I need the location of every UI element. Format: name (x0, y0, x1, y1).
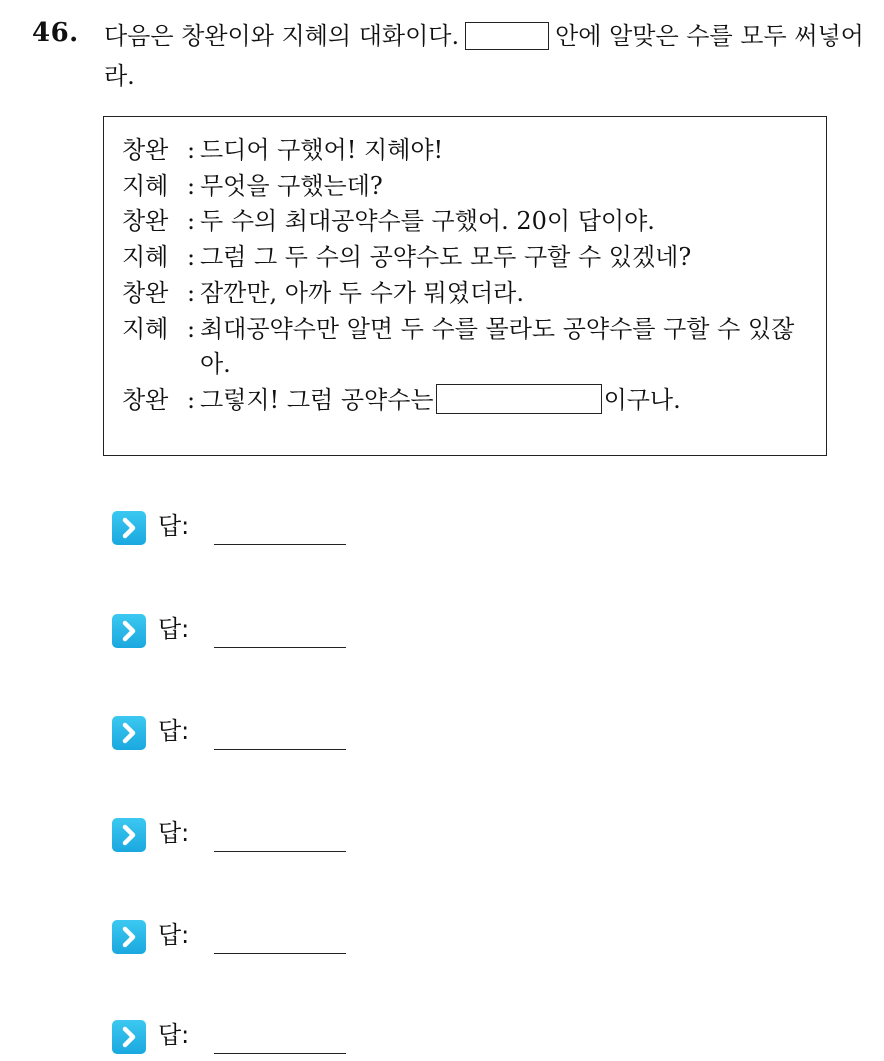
speaker: 지혜 (122, 243, 169, 272)
speech-before-box: 그렇지! 그럼 공약수는 (200, 385, 434, 414)
answer-label: 답: (158, 717, 190, 745)
colon: : (186, 207, 196, 236)
colon: : (186, 385, 196, 414)
answer-row (112, 614, 189, 654)
speech: 드디어 구했어! 지혜야! (200, 136, 444, 164)
speaker: 창완 (122, 278, 169, 307)
speaker: 창완 (122, 385, 169, 414)
speech-after-box: 이구나. (603, 385, 681, 414)
dialog-line (122, 133, 826, 169)
speech: 무엇을 구했는데? (200, 171, 383, 200)
answer-blank-line[interactable] (214, 953, 346, 954)
dialog-line (122, 240, 826, 276)
colon: : (186, 243, 196, 272)
answer-row (112, 511, 189, 551)
colon: : (186, 278, 196, 307)
dialog-box (103, 116, 827, 456)
speech: 잠깐만, 아까 두 수가 뭐였더라. (200, 278, 524, 307)
speech (200, 383, 810, 419)
answer-label: 답: (158, 615, 190, 643)
dialog-line (122, 204, 826, 240)
dialog-line (122, 312, 826, 383)
speaker: 지혜 (122, 314, 169, 343)
chevron-right-icon (112, 1020, 146, 1054)
question-answer-box-reference (465, 22, 549, 50)
speech: 최대공약수만 알면 두 수를 몰라도 공약수를 구할 수 있잖아. (200, 314, 795, 379)
speaker: 창완 (122, 207, 169, 236)
question-text (104, 16, 874, 96)
chevron-right-icon (112, 716, 146, 750)
speech: 두 수의 최대공약수를 구했어. 20이 답이야. (200, 207, 655, 236)
question-text-before: 다음은 창완이와 지혜의 대화이다. (104, 22, 460, 50)
answer-label: 답: (158, 819, 190, 847)
answer-blank-line[interactable] (214, 1053, 346, 1054)
chevron-right-icon (112, 614, 146, 648)
answer-label: 답: (158, 921, 190, 949)
dialog-line (122, 276, 826, 312)
answer-blank-line[interactable] (214, 749, 346, 750)
answer-row (112, 920, 189, 960)
colon: : (186, 314, 196, 343)
speaker: 창완 (122, 136, 169, 164)
colon: : (186, 171, 196, 200)
answer-blank-line[interactable] (214, 851, 346, 852)
chevron-right-icon (112, 920, 146, 954)
dialog-line (122, 169, 826, 205)
colon: : (186, 136, 196, 164)
answer-label: 답: (158, 1021, 190, 1049)
answer-row (112, 818, 189, 858)
question-text-after: 안에 알맞은 수를 모두 써넣어라. (104, 22, 864, 90)
dialog-line (122, 383, 826, 419)
blank-answer-box[interactable] (436, 384, 602, 414)
speaker: 지혜 (122, 171, 169, 200)
answer-label: 답: (158, 512, 190, 540)
answer-blank-line[interactable] (214, 647, 346, 648)
speech: 그럼 그 두 수의 공약수도 모두 구할 수 있겠네? (200, 243, 692, 272)
chevron-right-icon (112, 511, 146, 545)
chevron-right-icon (112, 818, 146, 852)
question-number: 46. (32, 18, 79, 48)
answer-row (112, 1020, 189, 1060)
answer-blank-line[interactable] (214, 544, 346, 545)
answer-row (112, 716, 189, 756)
